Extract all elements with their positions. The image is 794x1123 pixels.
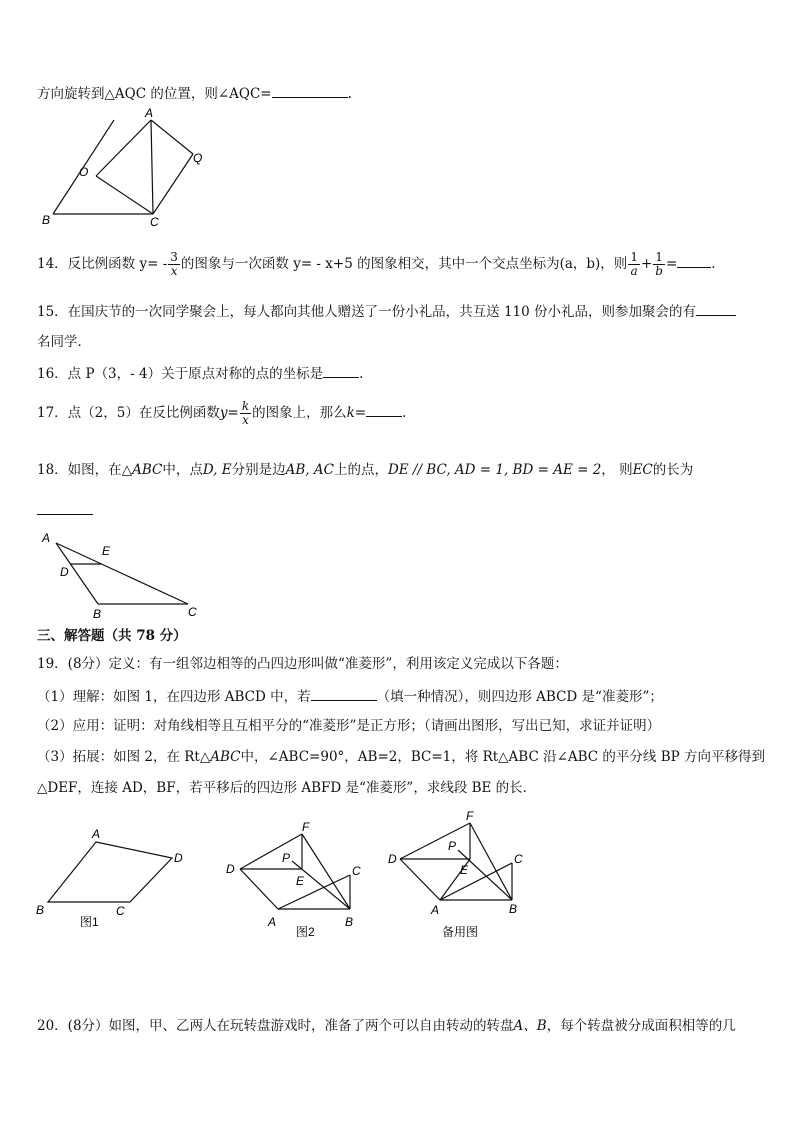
label-q: Q — [193, 151, 203, 165]
answer-blank — [323, 363, 359, 378]
q18: 18．如图，在△ABC中，点D, E分别是边AB, AC上的点，DE // BC, AD = 1, BD = AE = 2， 则EC的长为 — [37, 462, 694, 478]
fraction: $\frac{3}{x}$ — [170, 250, 178, 278]
answer-blank — [272, 83, 348, 98]
q19-part3-cont: △DEF，连接 AD，BF，若平移后的四边形 ABFD 是“准菱形”，求线段 BE 的长． — [37, 780, 537, 796]
label-d: D — [388, 852, 397, 866]
label-c: C — [116, 904, 125, 918]
fraction: $\frac{k}{x}$ — [241, 399, 250, 427]
label-e: E — [102, 544, 111, 558]
fraction: $\frac{1}{b}$ — [655, 250, 663, 278]
label-c: C — [352, 864, 361, 878]
q20: 20．(8分）如图，甲、乙两人在玩转盘游戏时，准备了两个可以自由转动的转盘A、B，每个转盘被分成面积相等的几 — [37, 1018, 736, 1034]
answer-blank — [696, 301, 736, 316]
label-c: C — [188, 605, 197, 619]
figure-q18 — [36, 528, 206, 620]
answer-blank — [37, 500, 93, 515]
answer-blank — [677, 253, 711, 268]
label-e: E — [460, 863, 469, 877]
label-a: A — [145, 106, 154, 120]
label-a: A — [431, 903, 440, 917]
label-d: D — [60, 565, 69, 579]
label-c: C — [514, 852, 523, 866]
label-d: D — [226, 862, 235, 876]
label-b: B — [42, 213, 51, 227]
figure-1 — [32, 826, 202, 936]
figure-spare — [386, 806, 546, 944]
label-b: B — [345, 915, 354, 929]
q13-tail: 方向旋转到△AQC 的位置，则∠AQC= . — [37, 83, 352, 104]
label-d: D — [174, 851, 183, 865]
label-a: A — [268, 915, 277, 929]
q18-answer-line — [37, 500, 93, 521]
label-p: P — [448, 839, 457, 853]
q15-line2: 名同学． — [37, 334, 91, 350]
label-f: F — [466, 809, 474, 823]
q19-part2: （2）应用：证明：对角线相等且互相平分的“准菱形”是正方形；（请画出图形，写出已知，求证并证明） — [37, 718, 661, 734]
label-a: A — [42, 531, 51, 545]
label-o: O — [79, 165, 89, 179]
figure-caption: 图1 — [80, 915, 99, 929]
label-b: B — [36, 903, 45, 917]
q16: 16．点 P（3，- 4）关于原点对称的点的坐标是 . — [37, 363, 363, 384]
q19-intro: 19．(8分）定义：有一组邻边相等的凸四边形叫做“准菱形”，利用该定义完成以下各题： — [37, 656, 568, 672]
label-f: F — [302, 820, 310, 834]
q15-line1: 15．在国庆节的一次同学聚会上，每人都向其他人赠送了一份小礼品，共互送 110 份小礼品，则参加聚会的有 — [37, 301, 736, 322]
answer-blank — [366, 402, 402, 417]
figure-caption: 备用图 — [442, 925, 479, 939]
q14: 14．反比例函数 y= - $\frac{3}{x}$ 的图象与一次函数 y= - x+5 的图象相交，其中一个交点坐标为(a，b)，则 $\frac{1}{a}$ + $\frac{1}{b}$ = . — [37, 250, 716, 278]
figure-q13 — [36, 104, 216, 230]
figure-2 — [220, 818, 380, 943]
q19-part1: （1）理解：如图 1，在四边形 ABCD 中，若 （填一种情况），则四边形 ABCD 是“准菱形”； — [37, 686, 663, 707]
figure-caption: 图2 — [296, 925, 315, 939]
label-a: A — [92, 827, 101, 841]
fraction: $\frac{1}{a}$ — [630, 250, 638, 278]
section-title: 三、解答题（共 78 分） — [37, 628, 187, 644]
label-e: E — [296, 874, 305, 888]
label-c: C — [150, 215, 159, 229]
label-b: B — [509, 902, 518, 916]
q19-part3: （3）拓展：如图 2，在 Rt△ABC中，∠ABC=90°，AB=2，BC=1，将 Rt△ABC 沿∠ABC 的平分线 BP 方向平移得到 — [37, 749, 766, 765]
label-p: P — [282, 851, 291, 865]
q17: 17．点（2，5）在反比例函数y= $\frac{k}{x}$ 的图象上，那么k= . — [37, 399, 407, 427]
label-b: B — [93, 607, 102, 620]
answer-blank — [311, 686, 377, 701]
